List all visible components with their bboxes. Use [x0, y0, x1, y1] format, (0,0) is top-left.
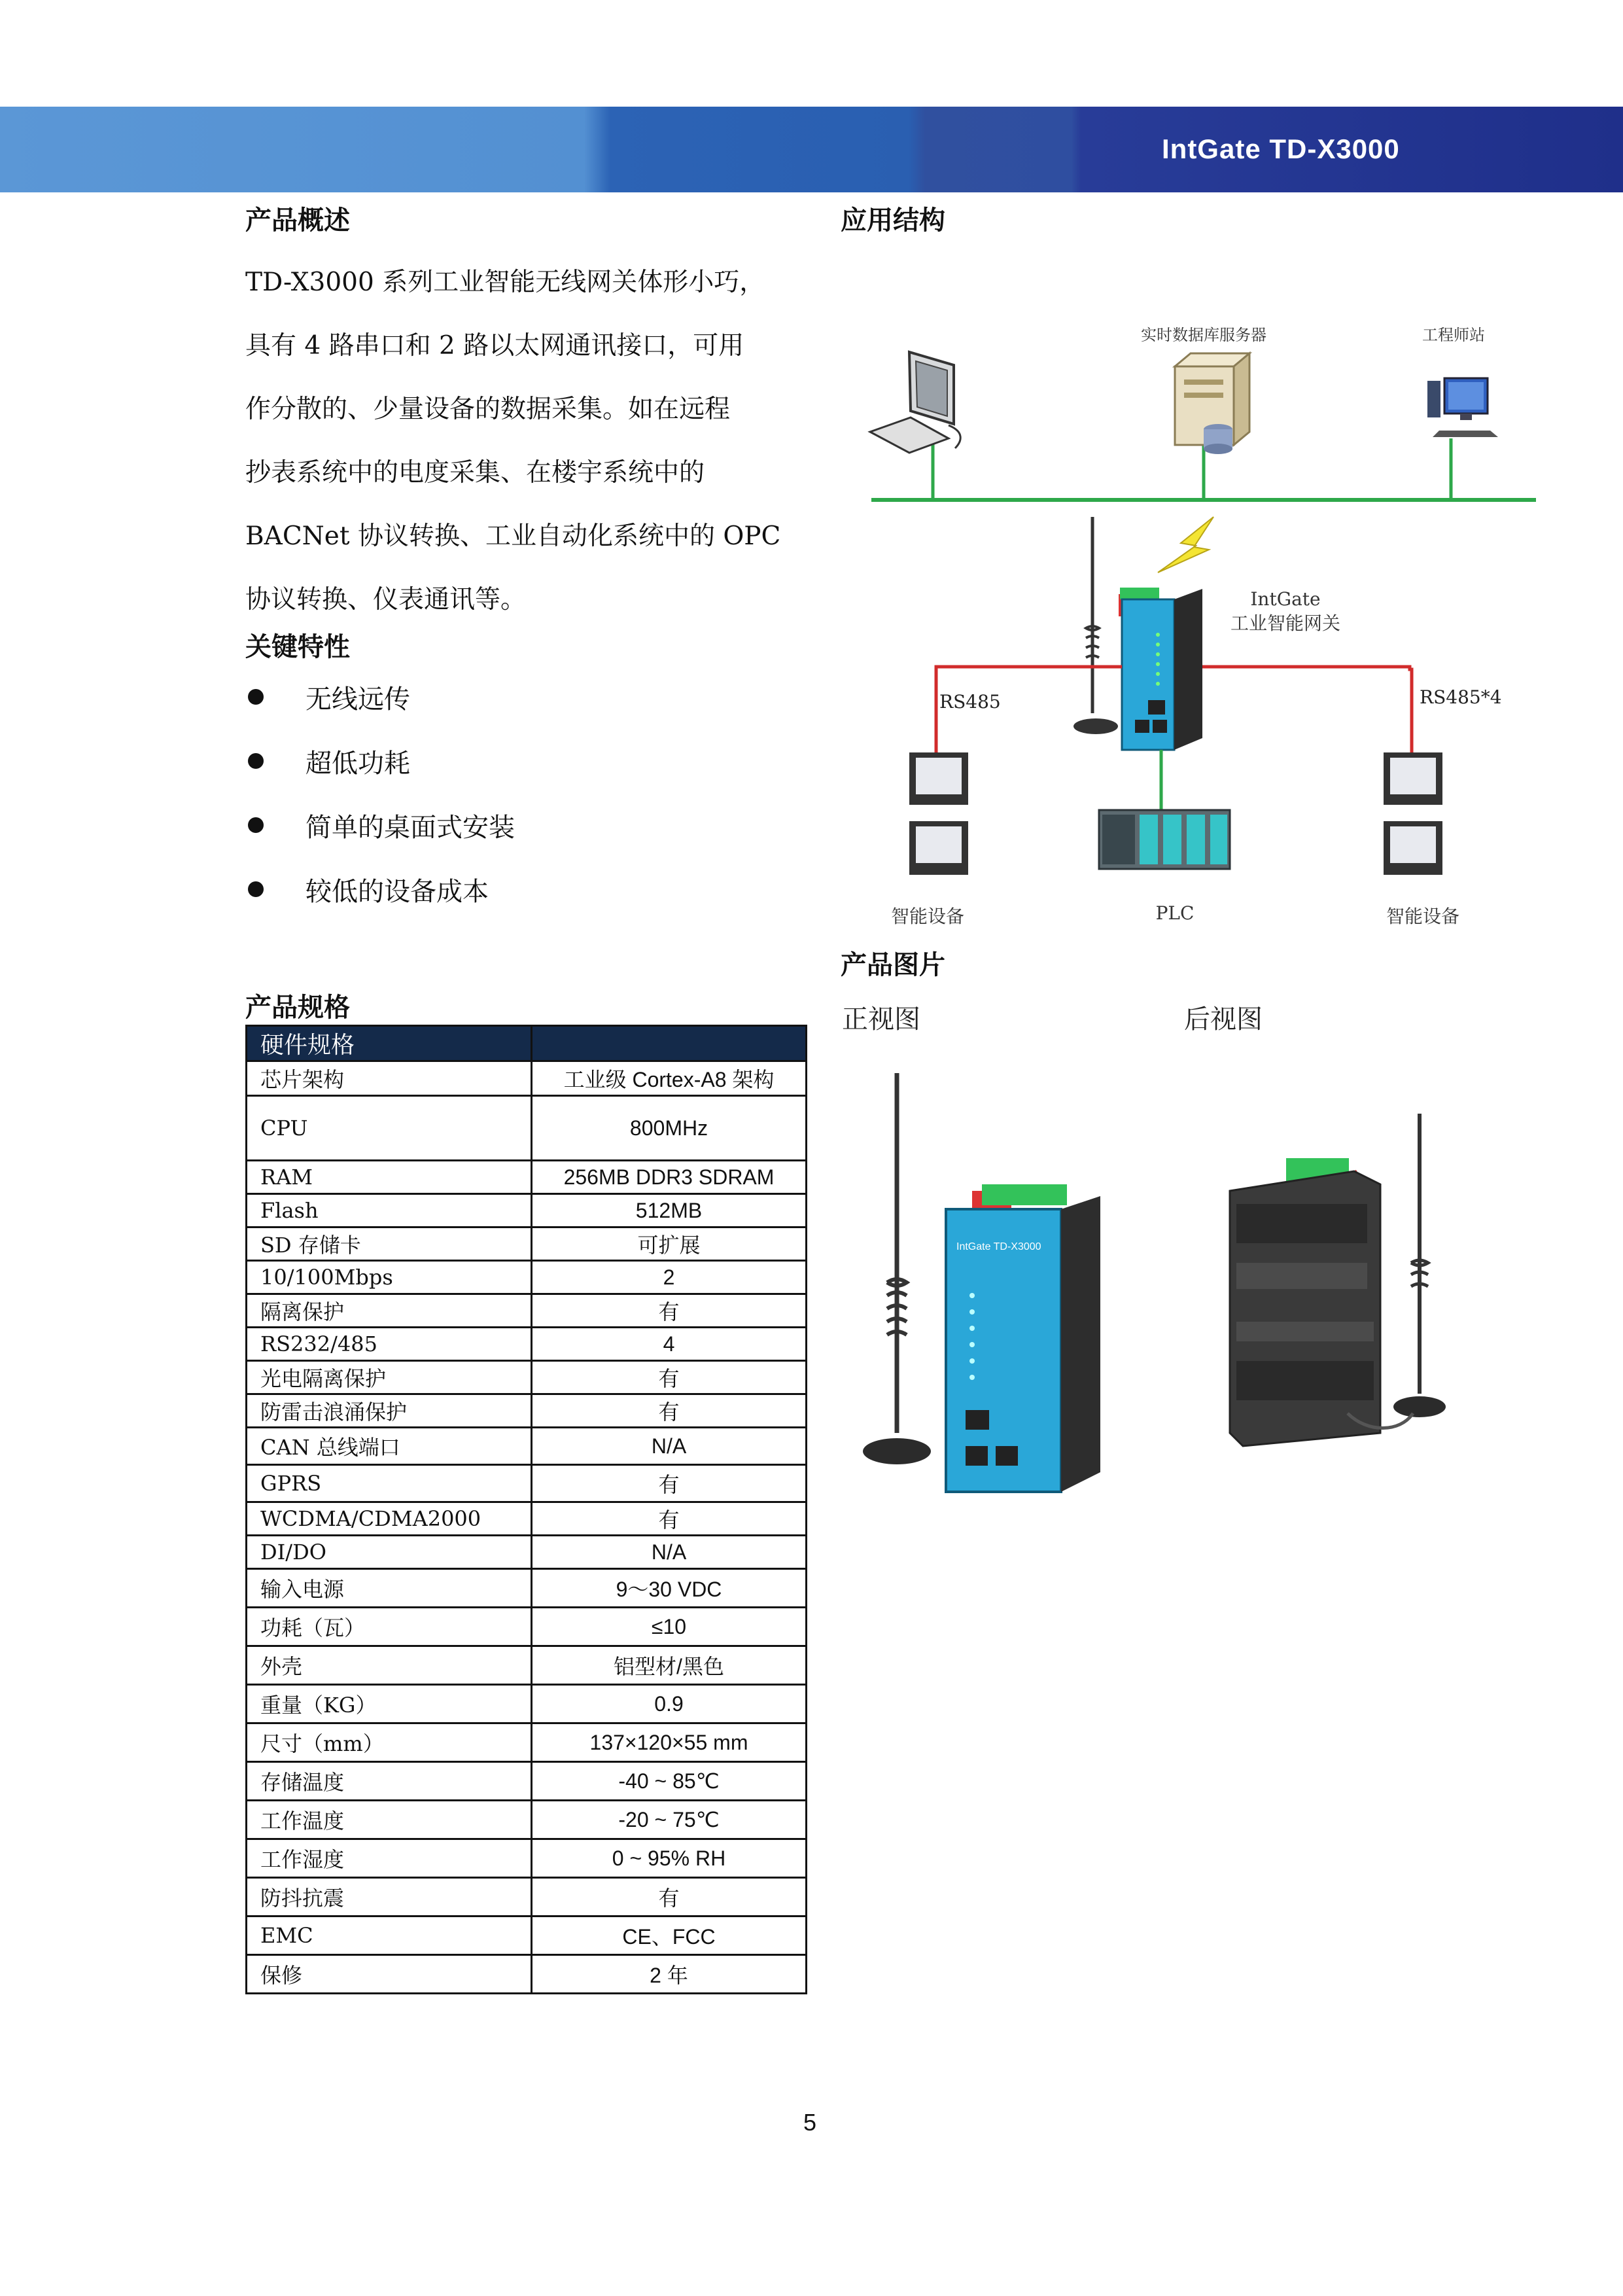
- back-view-caption: 后视图: [1184, 1004, 1263, 1034]
- spec-value-cell: N/A: [532, 1428, 807, 1465]
- table-row: [247, 1878, 807, 1916]
- spec-label-cell: 工作温度: [247, 1801, 532, 1839]
- overview-line: 具有 4 路串口和 2 路以太网通讯接口，可用: [245, 331, 744, 361]
- table-row: [247, 1536, 807, 1569]
- application-heading: 应用结构: [841, 205, 945, 236]
- spec-label-cell: RS232/485: [247, 1328, 532, 1361]
- gateway-name-label: IntGate: [1250, 588, 1321, 610]
- workstation-icon: [1427, 378, 1498, 437]
- spec-value-cell: 800MHz: [532, 1096, 807, 1161]
- device-right-label: 智能设备: [1386, 906, 1460, 927]
- table-row: [247, 1646, 807, 1685]
- spec-value-cell: 有: [532, 1394, 807, 1428]
- table-row: [247, 1801, 807, 1839]
- table-row: [247, 1916, 807, 1955]
- gateway-desc-label: 工业智能网关: [1230, 612, 1341, 634]
- spec-value-cell: 2: [532, 1261, 807, 1294]
- wireless-signal-icon: [1158, 517, 1213, 573]
- smart-meter-icon: [1384, 752, 1442, 875]
- spec-label-cell: 光电隔离保护: [247, 1361, 532, 1394]
- spec-label-cell: 芯片架构: [247, 1061, 532, 1096]
- spec-value-cell: 有: [532, 1361, 807, 1394]
- application-diagram: [850, 308, 1557, 949]
- spec-value-cell: 有: [532, 1465, 807, 1502]
- spec-label-cell: 存储温度: [247, 1762, 532, 1801]
- spec-label-cell: 保修: [247, 1955, 532, 1994]
- spec-value-cell: CE、FCC: [532, 1916, 807, 1955]
- spec-value-cell: ≤10: [532, 1608, 807, 1646]
- table-row: [247, 1194, 807, 1227]
- overview-line: BACNet 协议转换、工业自动化系统中的 OPC: [245, 521, 781, 551]
- device-model-label: IntGate TD-X3000: [956, 1241, 1041, 1252]
- spec-value-cell: 512MB: [532, 1194, 807, 1227]
- spec-label-cell: 10/100Mbps: [247, 1261, 532, 1294]
- table-row: [247, 1839, 807, 1878]
- list-item: 无线远传: [245, 665, 515, 729]
- features-list: [245, 665, 515, 921]
- table-row: [247, 1955, 807, 1994]
- table-row: [247, 1294, 807, 1328]
- overview-paragraph: [245, 251, 795, 631]
- spec-label-cell: 尺寸（mm）: [247, 1723, 532, 1762]
- table-row: [247, 1569, 807, 1608]
- spec-table-header: [247, 1026, 807, 1061]
- table-row: [247, 1608, 807, 1646]
- rs485x4-label: RS485*4: [1420, 686, 1502, 708]
- list-item: 较低的设备成本: [245, 857, 515, 921]
- spec-label-cell: 外壳: [247, 1646, 532, 1685]
- table-row: [247, 1061, 807, 1096]
- header-title: IntGate TD-X3000: [1162, 133, 1400, 164]
- spec-label-cell: WCDMA/CDMA2000: [247, 1502, 532, 1536]
- table-row: [247, 1465, 807, 1502]
- workstation-label: 工程师站: [1422, 326, 1485, 344]
- table-row: [247, 1428, 807, 1465]
- bullet-icon: [248, 881, 264, 897]
- spec-label-cell: CAN 总线端口: [247, 1428, 532, 1465]
- gateway-device-icon: [1119, 588, 1202, 750]
- spec-value-cell: 0 ~ 95% RH: [532, 1839, 807, 1878]
- table-row: [247, 1328, 807, 1361]
- spec-header-cell: 硬件规格: [247, 1026, 532, 1061]
- spec-value-cell: 工业级 Cortex-A8 架构: [532, 1061, 807, 1096]
- spec-label-cell: 隔离保护: [247, 1294, 532, 1328]
- overview-line: TD-X3000 系列工业智能无线网关体形小巧，: [245, 268, 765, 297]
- server-icon: [1175, 353, 1249, 454]
- features-heading: 关键特性: [245, 632, 350, 662]
- db-server-label: 实时数据库服务器: [1141, 326, 1266, 344]
- spec-value-cell: 256MB DDR3 SDRAM: [532, 1161, 807, 1194]
- spec-label-cell: DI/DO: [247, 1536, 532, 1569]
- overview-line: 抄表系统中的电度采集、在楼宇系统中的: [245, 458, 705, 487]
- bullet-icon: [248, 817, 264, 833]
- spec-value-cell: 有: [532, 1502, 807, 1536]
- table-row: [247, 1723, 807, 1762]
- device-left-label: 智能设备: [890, 906, 965, 927]
- list-item: 超低功耗: [245, 729, 515, 793]
- spec-value-cell: 137×120×55 mm: [532, 1723, 807, 1762]
- page-number: 5: [803, 2109, 817, 2136]
- overview-heading: 产品概述: [245, 205, 350, 236]
- antenna-icon: [1073, 517, 1118, 734]
- table-row: [247, 1096, 807, 1161]
- front-view-photo: [841, 1047, 1142, 1518]
- spec-value-cell: 2 年: [532, 1955, 807, 1994]
- spec-label-cell: RAM: [247, 1161, 532, 1194]
- spec-value-cell: 4: [532, 1328, 807, 1361]
- spec-label-cell: 防抖抗震: [247, 1878, 532, 1916]
- overview-line: 协议转换、仪表通讯等。: [245, 585, 527, 614]
- spec-label-cell: 输入电源: [247, 1569, 532, 1608]
- spec-label-cell: Flash: [247, 1194, 532, 1227]
- table-row: [247, 1502, 807, 1536]
- spec-value-cell: 可扩展: [532, 1227, 807, 1261]
- spec-label-cell: CPU: [247, 1096, 532, 1161]
- rs485-label: RS485: [939, 691, 1001, 713]
- spec-value-cell: -20 ~ 75℃: [532, 1801, 807, 1839]
- table-row: [247, 1685, 807, 1723]
- spec-label-cell: 功耗（瓦）: [247, 1608, 532, 1646]
- spec-value-cell: N/A: [532, 1536, 807, 1569]
- spec-label-cell: 防雷击浪涌保护: [247, 1394, 532, 1428]
- overview-line: 作分散的、少量设备的数据采集。如在远程: [245, 395, 731, 424]
- spec-value-cell: 9～30 VDC: [532, 1569, 807, 1608]
- specs-heading: 产品规格: [245, 993, 350, 1023]
- table-row: [247, 1227, 807, 1261]
- spec-value-cell: 铝型材/黑色: [532, 1646, 807, 1685]
- spec-label-cell: GPRS: [247, 1465, 532, 1502]
- spec-label-cell: EMC: [247, 1916, 532, 1955]
- table-row: [247, 1261, 807, 1294]
- spec-header-empty: [532, 1026, 807, 1061]
- spec-table: [245, 1025, 807, 1994]
- pictures-heading: 产品图片: [841, 950, 945, 980]
- table-row: [247, 1161, 807, 1194]
- monitor-icon: [870, 352, 960, 453]
- table-row: [247, 1762, 807, 1801]
- smart-meter-icon: [909, 752, 968, 875]
- list-item: 简单的桌面式安装: [245, 793, 515, 857]
- plc-icon: [1099, 810, 1230, 869]
- spec-value-cell: 有: [532, 1878, 807, 1916]
- table-row: [247, 1361, 807, 1394]
- spec-label-cell: 重量（KG）: [247, 1685, 532, 1723]
- spec-value-cell: 0.9: [532, 1685, 807, 1723]
- spec-value-cell: 有: [532, 1294, 807, 1328]
- front-view-caption: 正视图: [842, 1004, 920, 1034]
- bullet-icon: [248, 753, 264, 769]
- bullet-icon: [248, 689, 264, 705]
- spec-label-cell: 工作湿度: [247, 1839, 532, 1878]
- rs485-right-line: [1202, 667, 1412, 752]
- plc-label: PLC: [1155, 902, 1195, 924]
- spec-value-cell: -40 ~ 85℃: [532, 1762, 807, 1801]
- spec-label-cell: SD 存储卡: [247, 1227, 532, 1261]
- table-row: [247, 1394, 807, 1428]
- back-view-photo: [1217, 1106, 1465, 1472]
